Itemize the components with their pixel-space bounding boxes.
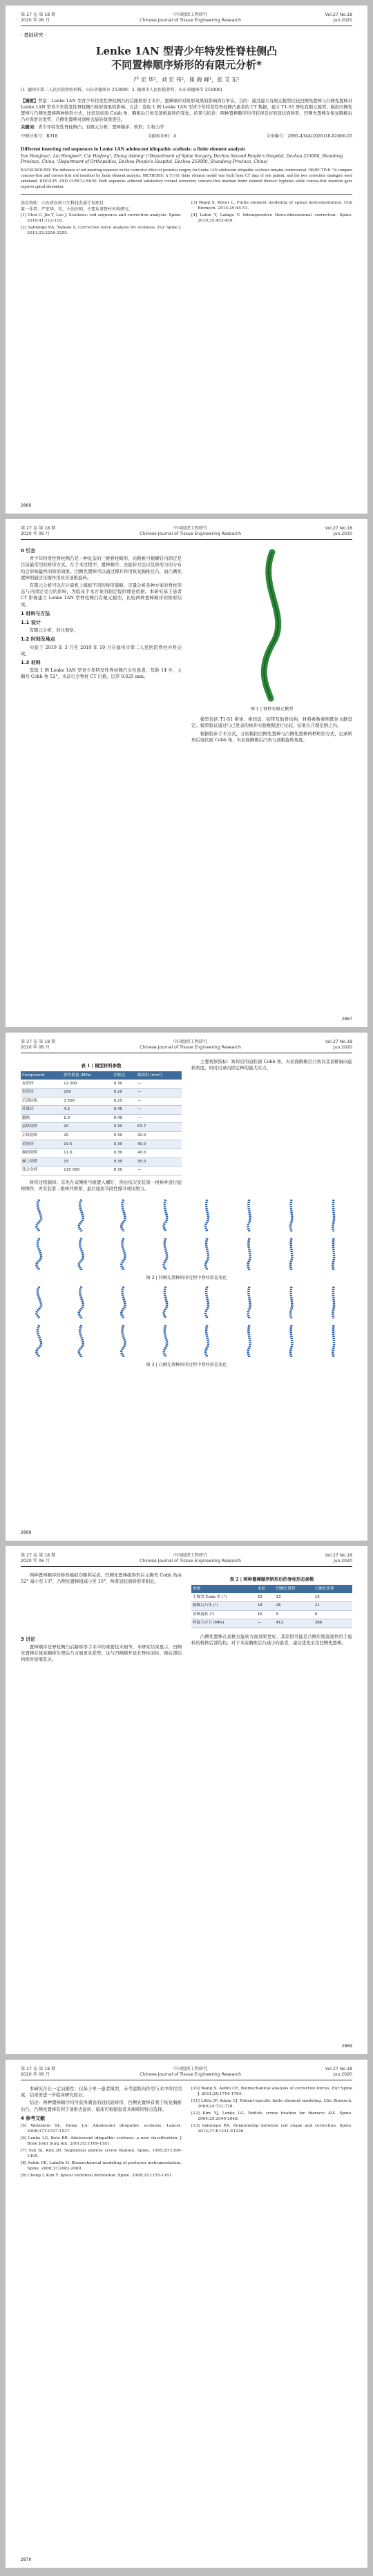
spine-icon	[73, 1324, 90, 1358]
reference-item: [10] Wang X, Aubin CE. Biomechanical analysis of corrective forces. Eur Spine J. 2011;20:1754-1764.	[191, 2087, 352, 2096]
spine-icon	[157, 1198, 174, 1233]
spine-icon	[157, 1285, 174, 1320]
table-row	[191, 1593, 352, 1601]
page4-discussion-left: 3 讨论 置棒顺序是脊柱侧凸后路矫形手术中的重要技术细节。本研究结果显示，凹侧先置棒在恢复胸椎生理后凸方面更具优势，这与凹侧撑开延长脊柱前柱、使后部结构相对短缩有关。	[21, 1636, 182, 1663]
page-4	[6, 1546, 367, 2054]
results-table	[191, 1585, 352, 1628]
spine-figure-cell	[105, 1285, 143, 1320]
table-row	[21, 1158, 182, 1167]
spine-figure-cell	[21, 1285, 59, 1320]
running-header: 第 27 卷 第 18 期 2020 年 06 月 中国组织工程研究 Chinese Journal of Tissue Engineering Research Vol.27 No.18 Jun.2020	[21, 2067, 352, 2077]
spine-icon	[283, 1324, 300, 1358]
page-3	[6, 1033, 367, 1541]
page3-right-column: 主要观察指标：矫形后的冠状面 Cobb 角、矢状面胸椎后凸角以及顶椎轴向旋转角度，同时记录内固定棒的最大应力。	[191, 1059, 352, 1071]
english-authors: Yan Honghua¹, Liu Hongwei², Cui Haifeng¹, Zhang Aidong¹ (¹Department of Spine Surgery, Dezhou Second People's Hospital, Dezhou 253000, Shandong Province, China; ²Department of Orthopedics, Dezhou People's Hospital, Dezhou 253000, Shandong Province, China)	[21, 153, 343, 164]
spine-figure-cell	[105, 1323, 143, 1359]
table-cell: 30.0	[136, 1158, 182, 1167]
table-cell: 15	[314, 1593, 352, 1601]
spine-figure-cell	[146, 1323, 184, 1359]
table-row	[21, 1123, 182, 1132]
running-header: 第 27 卷 第 18 期 2020 年 06 月 中国组织工程研究 Chinese Journal of Tissue Engineering Research Vol.27 No.18 Jun.2020	[21, 1040, 352, 1050]
table-cell: 386	[314, 1619, 352, 1628]
table-cell: 0.49	[113, 1114, 136, 1123]
table-cell: 3 500	[62, 1097, 112, 1106]
table-row	[21, 1114, 182, 1123]
spine-figure-cell	[273, 1198, 311, 1233]
table-2-title: 表 2 | 两种置棒顺序矫形后的脊柱形态参数	[229, 1577, 314, 1582]
spine-figure-cell	[314, 1236, 352, 1272]
spine-figure-cell	[63, 1236, 101, 1272]
table-cell: 15	[62, 1158, 112, 1167]
page2-right-column: 图 1 | 脊柱有限元模型 模型包括 T1-S1 椎体、椎间盘、韧带及肋骨结构，材料参数参照既往文献设定。模型验证通过与已发表的体外实验数据进行比较，结果在合理范围之内。 根据临床手术方式，分别模拟凹侧先置棒与凸侧先置棒两种矫形方式，记录矫形后冠状面 Cobb 角、矢状面胸椎后凸角与顶椎旋转角度。	[191, 545, 352, 745]
page3-left-column: 表 1 | 模型材料参数 Component 弹性模量 (MPa) 泊松比 截面积 (mm²) 皮质骨 12 000 0.30 — 松质骨 100 0.20 — 后部结构 3 500 0.25 — 纤维环 4.2 0.45 — 髓核 1.0 0.49 — 前纵韧带 20 0.30 63.7 后纵韧带 20 0.30 20.0 黄韧带 19.5 0.30 40.0 棘间韧带 11.6 0.30 40.0 棘上韧带 15 0.30 30.0 钛合金棒 110 000 0.30 — 矫形过程模拟：首先在双侧椎弓根置入螺钉，然后依次安装第一根棒并进行旋棒操作，再安装第二根棒并锁紧，最后施加节段性撑开或压缩力。	[21, 1063, 182, 1191]
reference-item: [7] Suk SI, Kim JH. Segmental pedicle screw fixation. Spine. 1995;20:1399-1405.	[21, 2149, 182, 2159]
table-header-cell: 弹性模量 (MPa)	[62, 1071, 112, 1080]
figure-2-caption: 图 2 | 凹侧先置棒矫形过程中脊柱形态变化	[146, 1276, 227, 1281]
spine-figure-cell	[189, 1285, 227, 1320]
spine-figure-cell	[105, 1198, 143, 1233]
table-cell: 棒最大应力 (MPa)	[191, 1619, 256, 1628]
table-row	[21, 1088, 182, 1097]
table-row	[191, 1601, 352, 1610]
table-cell: 19.5	[62, 1140, 112, 1149]
spine-figure-cell	[189, 1323, 227, 1359]
table-cell: —	[136, 1097, 182, 1106]
spine-icon	[325, 1237, 342, 1271]
spine-icon	[115, 1198, 132, 1233]
table-cell: 0.30	[113, 1149, 136, 1158]
table-cell: 棘间韧带	[21, 1149, 62, 1158]
spine-icon	[31, 1198, 48, 1233]
running-header: 第 27 卷 第 18 期 2020 年 06 月 中国组织工程研究 Chinese Journal of Tissue Engineering Research Vol.27 No.18 Jun.2020	[21, 12, 352, 23]
spine-figure-cell	[231, 1285, 269, 1320]
table-cell: 黄韧带	[21, 1140, 62, 1149]
page1-left-column: 基金资助：山东省医药卫生科技发展计划项目 第一作者：严宏华，男，主治医师，主要从事脊柱外科研究。 [1] Choi C, Jin Y, Lee J. Scoliosis: rod sequence and correction analysis. Spine. 2016;41:112-118. [2] Salmingo RA, Tadano S. Corrective force analysis for scoliosis. Eur Spine J. 2013;22:2250-2255.	[21, 200, 182, 236]
spine-icon	[325, 1324, 342, 1358]
abstract-cn: 【摘要】背景：Lenke 1AN 型青少年特发性脊柱侧凸的后路矫形手术中，置棒顺序对矫形效果的影响尚存争议。目的：通过建立有限元模型比较凹侧先置棒与凸侧先置棒对 Lenke 1AN 型青少年特发性脊柱侧凸矫形效果的影响。方法：选取 1 例 Lenke 1AN 型青少年特发性脊柱侧凸患者的 CT 数据，建立 T1-S1 脊柱有限元模型，模拟凹侧先置棒与凸侧先置棒两种矫形方式，比较冠状面 Cobb 角、胸椎后凸角及顶椎旋转的变化。结果与结论：两种置棒顺序均可获得良好的冠状面矫形，凹侧先置棒在恢复胸椎后凸方面更具优势，凸侧先置棒对顶椎去旋转效果更佳。	[21, 98, 352, 122]
table-cell: 1.0	[62, 1114, 112, 1123]
reference-item: [6] Lenke LG, Betz RR. Adolescent idiopathic scoliosis: a new classification. J Bone Joint Surg Am. 2001;83:1169-1181.	[21, 2136, 182, 2147]
table-header-cell: Component	[21, 1071, 62, 1080]
spine-icon	[241, 1324, 258, 1358]
page1-right-column: [3] Wang X, Boyer L. Finite element modeling of spinal instrumentation. Clin Biomech. 2014;29:44-51. [4] Lafon Y, Lafage V. Intraoperative three-dimensional correction. Spine. 2010;35:453-459.	[191, 200, 352, 223]
table-cell: —	[136, 1080, 182, 1088]
table-cell: 20	[62, 1131, 112, 1140]
authors: 严 宏 华¹，刘 宏 伟²，崔 海 峰¹，张 艾 东¹	[133, 77, 240, 83]
spine-figure-cell	[21, 1323, 59, 1359]
table-cell: 9	[274, 1610, 313, 1619]
table-header-cell: 凹侧先置棒	[274, 1585, 313, 1593]
spine-figure-cell	[146, 1285, 184, 1320]
page5-left-column: 本研究存在一定局限性：仅基于单一患者模型，未考虑肌肉作用与术中体位因素，结果需进一步临床研究验证。 结论：两种置棒顺序均可获得满意的冠状面矫形，凹侧先置棒有利于恢复胸椎后凸，凸侧先置棒有利于顶椎去旋转，临床可根据患者具体畸形特点选择。 4 参考文献 [5] Weinstein SL, Dolan LA. Adolescent idiopathic scoliosis. Lancet. 2008;371:1527-1537. [6] Lenke LG, Betz RR. Adolescent idiopathic scoliosis: a new classification. J Bone Joint Surg Am. 2001;83:1169-1181. [7] Suk SI, Kim JH. Segmental pedicle screw fixation. Spine. 1995;20:1399-1405. [8] Aubin CE, Labelle H. Biomechanical modeling of posterior instrumentation. Spine. 2008;33:2082-2089. [9] Cheng I, Kim Y. Apical vertebral derotation. Spine. 2008;33:1155-1161.	[21, 2086, 182, 2178]
spine-figure-cell	[314, 1285, 352, 1320]
table-cell: 11.6	[62, 1149, 112, 1158]
table-row	[191, 1619, 352, 1628]
table-row	[21, 1140, 182, 1149]
table-cell: 0.30	[113, 1080, 136, 1088]
table-1-title: 表 1 | 模型材料参数	[81, 1063, 122, 1069]
table-cell: —	[256, 1619, 275, 1628]
spine-figure-cell	[314, 1323, 352, 1359]
spine-icon	[73, 1237, 90, 1271]
table-cell: 16	[256, 1610, 275, 1619]
reference-item: [13] Salmingo RA. Relationship between rod shape and correction. Spine. 2012;37:E1221-E1226.	[191, 2124, 352, 2134]
table-cell: 4.2	[62, 1106, 112, 1115]
table-cell: 52	[256, 1593, 275, 1601]
table-row	[21, 1106, 182, 1115]
spine-icon	[73, 1198, 90, 1233]
figure-3-caption: 图 3 | 凸侧先置棒矫形过程中脊柱形态变化	[146, 1363, 227, 1368]
spine-figure-cell	[63, 1198, 101, 1233]
table-cell: 40.0	[136, 1140, 182, 1149]
spine-icon	[283, 1198, 300, 1233]
table-cell: 412	[274, 1619, 313, 1628]
column-type: · 基础研究 ·	[21, 32, 46, 38]
table-cell: 0.25	[113, 1097, 136, 1106]
table-cell: 110 000	[62, 1167, 112, 1175]
spine-icon	[31, 1237, 48, 1271]
table-row	[191, 1610, 352, 1619]
english-title: Different inserting rod sequences in Lenke 1AN adolescent idiopathic scoliosis: a finite element analysis	[21, 145, 246, 152]
spine-icon	[115, 1285, 132, 1320]
spine-icon	[241, 1198, 258, 1233]
page-number: 2868	[21, 1530, 32, 1535]
spine-model-figure	[191, 545, 352, 704]
table-cell: 18	[256, 1601, 275, 1610]
table-row	[21, 1149, 182, 1158]
table-row	[21, 1080, 182, 1088]
table-cell: 0.30	[113, 1123, 136, 1132]
page4-right-column	[191, 1572, 352, 1628]
table-cell: 钛合金棒	[21, 1167, 62, 1175]
spine-figure-cell	[273, 1236, 311, 1272]
spine-figure-cell	[63, 1285, 101, 1320]
figure-3-spine-grid	[21, 1285, 352, 1359]
spine-icon	[115, 1324, 132, 1358]
table-cell: 皮质骨	[21, 1080, 62, 1088]
spine-model-icon	[231, 545, 314, 704]
table-cell: 20.0	[136, 1131, 182, 1140]
spine-icon	[241, 1237, 258, 1271]
table-cell: 后部结构	[21, 1097, 62, 1106]
table-cell: 63.7	[136, 1123, 182, 1132]
material-table	[21, 1071, 182, 1175]
reference-item: [11] Little JP, Adam CJ. Patient-specific finite element modeling. Clin Biomech. 2009;24:721-728.	[191, 2099, 352, 2109]
article-title: Lenke 1AN 型青少年特发性脊柱侧凸 不同置棒顺序矫形的有限元分析*	[95, 45, 278, 71]
table-cell: 主胸弯 Cobb 角 (°)	[191, 1593, 256, 1601]
english-abstract: BACKGROUND: The influence of rod inserting sequence on the corrective effect of posterior surgery for Lenke 1AN adolescent idiopathic scoliosis remains controversial. OBJECTIVE: To compare concave-first and convex-first rod insertion by finite element analysis. METHODS: A T1-S1 finite element model was built from CT data of one patient, and the two correction strategies were simulated. RESULTS AND CONCLUSION: Both sequences achieved satisfactory coronal correction; concave-first insertion better restored thoracic kyphosis while convex-first insertion gave superior apical derotation.	[21, 168, 352, 190]
spine-icon	[241, 1285, 258, 1320]
table-cell: 棘上韧带	[21, 1158, 62, 1167]
table-cell: —	[136, 1106, 182, 1115]
spine-figure-cell	[146, 1236, 184, 1272]
spine-figure-cell	[231, 1323, 269, 1359]
table-row	[21, 1167, 182, 1175]
page4-left-column: 两种置棒顺序的矫形模拟均顺利完成。凹侧先置棒组矫形后主胸弯 Cobb 角由 52° 减小至 13°，凸侧先置棒组减小至 15°，两者冠状面矫形率相近。	[21, 1572, 182, 1585]
table-cell: 6	[314, 1610, 352, 1619]
spine-icon	[31, 1324, 48, 1358]
table-header-cell: 凸侧先置棒	[314, 1585, 352, 1593]
spine-figure-cell	[146, 1198, 184, 1233]
affiliation: (1. 德州市第二人民医院脊柱外科，山东省德州市 253000；2. 德州市人民医院骨科，山东省德州市 253000)	[21, 88, 222, 92]
spine-icon	[157, 1237, 174, 1271]
spine-icon	[325, 1198, 342, 1233]
spine-icon	[199, 1237, 216, 1271]
table-cell: 松质骨	[21, 1088, 62, 1097]
spine-figure-cell	[273, 1323, 311, 1359]
table-cell: —	[136, 1114, 182, 1123]
spine-figure-cell	[273, 1285, 311, 1320]
page4-discussion-right: 凸侧先置棒在顶椎去旋转方面效果更好，其原因可能是凸侧压缩直接作用于旋转的椎体后部结构。对于术前胸椎后凸减小的患者，建议优先采用凹侧先置棒。	[191, 1633, 352, 1646]
spine-icon	[157, 1324, 174, 1358]
table-cell: 40.0	[136, 1149, 182, 1158]
table-header-cell: 截面积 (mm²)	[136, 1071, 182, 1080]
spine-icon	[73, 1285, 90, 1320]
reference-item: [5] Weinstein SL, Dolan LA. Adolescent idiopathic scoliosis. Lancet. 2008;371:1527-1537.	[21, 2124, 182, 2134]
table-header-cell: 参数	[191, 1585, 256, 1593]
table-row	[21, 1131, 182, 1140]
reference-item: [8] Aubin CE, Labelle H. Biomechanical modeling of posterior instrumentation. Spine. 2008;33:2082-2089.	[21, 2161, 182, 2172]
table-cell: 顶椎旋转 (°)	[191, 1610, 256, 1619]
spine-figure-cell	[21, 1236, 59, 1272]
table-cell: 20	[62, 1123, 112, 1132]
page2-left-column: 0 引言 青少年特发性脊柱侧凸是一种复杂的三维脊柱畸形，后路椎弓根螺钉内固定是目前最常用的矫形方式。在手术过程中，置棒顺序、去旋转方法以及矫形力的分布均会影响最终的矫形效果。凹侧先置棒可以通过撑开作用恢复胸椎后凸，而凸侧先置棒则通过压缩作用改善顶椎旋转。 有限元分析可以在计算机上模拟不同的矫形策略，定量分析各种方案对脊柱形态与内固定受力的影响，为临床手术方案的制定提供理论依据。本研究基于患者 CT 影像建立 Lenke 1AN 型脊柱侧凸有限元模型，比较两种置棒顺序的矫形结果。 1 材料与方法 1.1 设计 有限元分析，对比观察。 1.2 时间及地点 实验于 2019 年 3 月至 2019 年 10 月在德州市第二人民医院脊柱外科完成。 1.3 材料 选取 1 例 Lenke 1AN 型青少年特发性脊柱侧凸女性患者，年龄 14 岁，主胸弯 Cobb 角 52°，术前行全脊柱 CT 扫描，层厚 0.625 mm。	[21, 548, 182, 680]
table-cell: 纤维环	[21, 1106, 62, 1115]
running-header: 第 27 卷 第 18 期 2020 年 06 月 中国组织工程研究 Chinese Journal of Tissue Engineering Research Vol.27 No.18 Jun.2020	[21, 1553, 352, 1563]
page-number: 2866	[21, 503, 32, 508]
table-cell: 0.30	[113, 1131, 136, 1140]
spine-figure-cell	[21, 1198, 59, 1233]
spine-icon	[325, 1285, 342, 1320]
table-cell: 100	[62, 1088, 112, 1097]
table-cell: 12 000	[62, 1080, 112, 1088]
table-cell: —	[136, 1167, 182, 1175]
spine-figure-cell	[63, 1323, 101, 1359]
page-number: 2869	[341, 2044, 352, 2049]
table-cell: 后纵韧带	[21, 1131, 62, 1140]
table-cell: 髓核	[21, 1114, 62, 1123]
spine-icon	[283, 1237, 300, 1271]
classification-line: 中图分类号：R318 文献标识码：A 文章编号：2095-4344(2020)18-02866-05	[21, 133, 352, 139]
keywords: 关键词：青少年特发性脊柱侧凸；有限元分析；置棒顺序；矫形；生物力学	[21, 124, 164, 130]
table-cell: 胸椎后凸角 (°)	[191, 1601, 256, 1610]
spine-icon	[115, 1237, 132, 1271]
page5-right-column	[191, 2086, 352, 2180]
reference-item: [9] Cheng I, Kim Y. Apical vertebral derotation. Spine. 2008;33:1155-1161.	[21, 2174, 173, 2178]
reference-item: [12] Kim YJ, Lenke LG. Pedicle screw fixation for thoracic AIS. Spine. 2004;29:2040-2048.	[191, 2111, 352, 2121]
spine-figure-cell	[314, 1198, 352, 1233]
table-cell: 0.45	[113, 1106, 136, 1115]
table-cell: 0.20	[113, 1088, 136, 1097]
spine-figure-cell	[189, 1198, 227, 1233]
table-cell: 26	[274, 1601, 313, 1610]
table-cell: 13	[274, 1593, 313, 1601]
spine-figure-cell	[231, 1198, 269, 1233]
spine-icon	[283, 1285, 300, 1320]
spine-icon	[199, 1198, 216, 1233]
page-number: 2867	[341, 1017, 352, 1022]
spine-icon	[199, 1285, 216, 1320]
spine-figure-cell	[231, 1236, 269, 1272]
page-1	[6, 6, 367, 514]
table-cell: 前纵韧带	[21, 1123, 62, 1132]
running-header: 第 27 卷 第 18 期 2020 年 06 月 中国组织工程研究 Chinese Journal of Tissue Engineering Research Vol.27 No.18 Jun.2020	[21, 526, 352, 536]
page-2	[6, 519, 367, 1027]
page-5	[6, 2060, 367, 2568]
figure-1-caption: 图 1 | 脊柱有限元模型	[250, 707, 294, 712]
spine-icon	[31, 1285, 48, 1320]
table-row	[21, 1097, 182, 1106]
table-header-cell: 泊松比	[113, 1071, 136, 1080]
spine-icon	[199, 1324, 216, 1358]
page-number: 2870	[21, 2557, 32, 2562]
table-cell: —	[136, 1088, 182, 1097]
table-cell: 0.30	[113, 1158, 136, 1167]
table-cell: 21	[314, 1601, 352, 1610]
figure-2-spine-grid	[21, 1198, 352, 1272]
spine-figure-cell	[105, 1236, 143, 1272]
table-cell: 0.30	[113, 1140, 136, 1149]
table-cell: 0.30	[113, 1167, 136, 1175]
table-header-cell: 术前	[256, 1585, 275, 1593]
spine-figure-cell	[189, 1236, 227, 1272]
